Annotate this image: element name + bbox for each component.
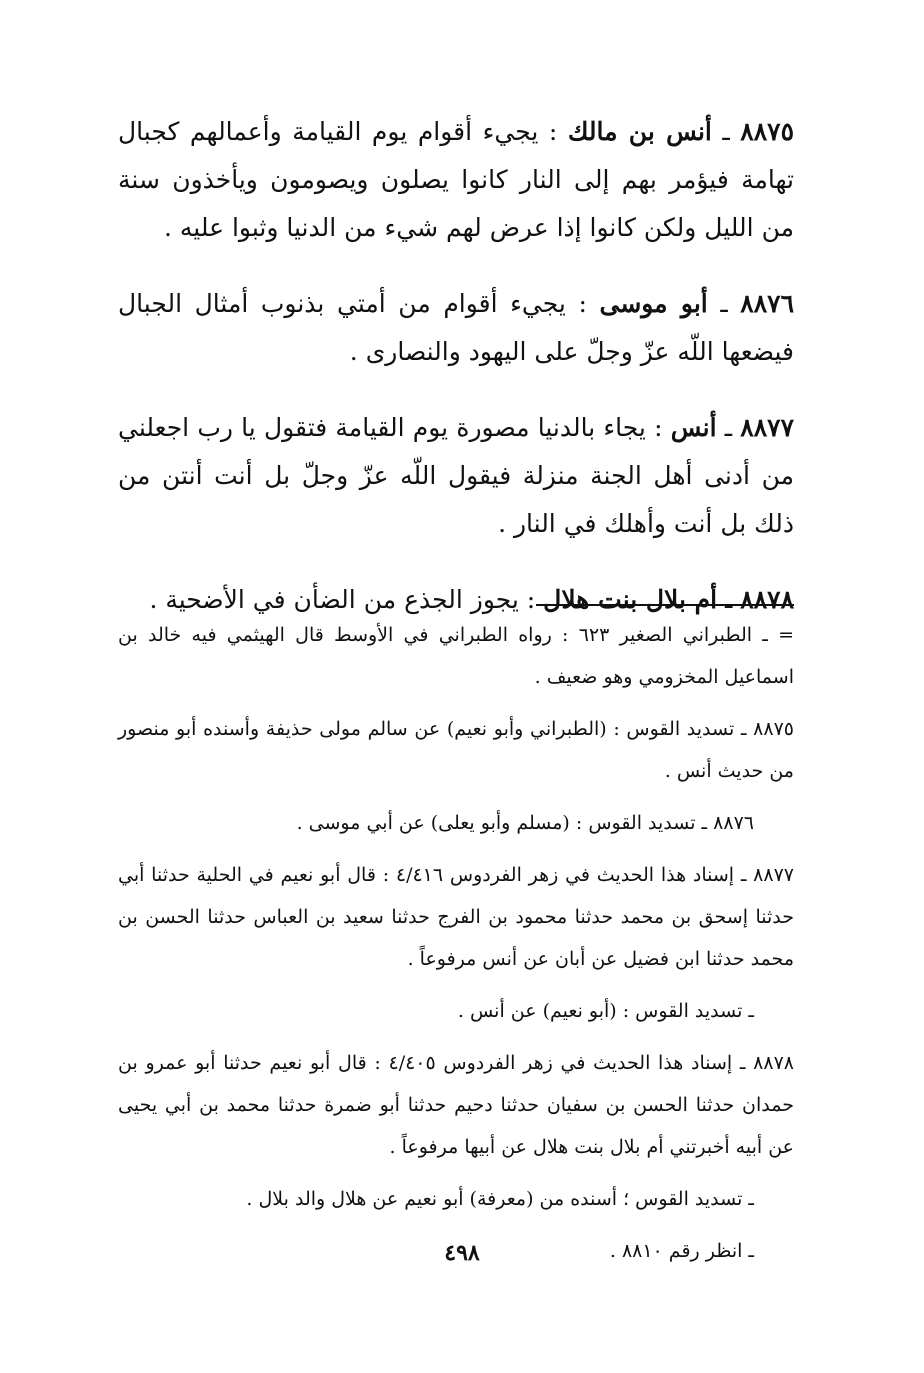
hadith-entry: ٨٨٧٧ ـ أنس : يجاء بالدنيا مصورة يوم القيامة فتقول يا رب اجعلني من أدنى أهل الجنة منزلة فيقول اللّه عزّ وجلّ بل أنت أنتن من ذلك بل أنت وأهلك في النار . [118,413,795,538]
hadith-text: : يجيء أقوام يوم القيامة وأعمالهم كجبال تهامة فيؤمر بهم إلى النار كانوا يصلون ويصومون ويأخذون سنة من الليل ولكن كانوا إذا عرض لهم شيء من الدنيا وثبوا عليه . [118,117,794,242]
hadith-entry: ٨٨٧٥ ـ أنس بن مالك : يجيء أقوام يوم القيامة وأعمالهم كجبال تهامة فيؤمر بهم إلى النار كانوا يصلون ويصومون ويأخذون سنة من الليل ولكن كانوا إذا عرض لهم شيء من الدنيا وثبوا عليه . [118,117,794,242]
page-number: ٤٩٨ [444,1240,480,1266]
footnotes [118,614,794,1282]
main-text [118,108,794,652]
entry-number: ٨٨٧٥ [740,117,794,146]
hadith-text: : يجوز الجذع من الضأن في الأضحية . [149,585,536,614]
narrator-name: أنس بن مالك [567,117,712,146]
hadith-text: : يجيء أقوام من أمتي بذنوب أمثال الجبال فيضعها اللّه عزّ وجلّ على اليهود والنصارى . [118,289,794,366]
footnote: ٨٨٧٦ ـ تسديد القوس : (مسلم وأبو يعلى) عن أبي موسى . [296,812,754,834]
footnote: ٨٨٧٥ ـ تسديد القوس : (الطبراني وأبو نعيم) عن سالم مولى حذيفة وأسنده أبو منصور من حديث أنس . [118,718,794,782]
narrator-name: أنس [670,413,717,442]
footnote: ـ تسديد القوس : (أبو نعيم) عن أنس . [457,1000,754,1022]
entry-number: ٨٨٧٧ [740,413,795,442]
entry-number: ٨٨٧٦ [740,289,795,318]
footnote: ـ تسديد القوس ؛ أسنده من (معرفة) أبو نعيم عن هلال والد بلال . [246,1188,754,1210]
hadith-entry: ٨٨٧٨ ـ أم بلال بنت هلال : يجوز الجذع من الضأن في الأضحية . [149,585,794,614]
hadith-text: : يجاء بالدنيا مصورة يوم القيامة فتقول يا رب اجعلني من أدنى أهل الجنة منزلة فيقول اللّه عزّ وجلّ بل أنت أنتن من ذلك بل أنت وأهلك في النار . [118,413,794,538]
footnote: ٨٨٧٨ ـ إسناد هذا الحديث في زهر الفردوس ٤/٤٠٥ : قال أبو نعيم حدثنا أبو عمرو بن حمدان حدثنا الحسن بن سفيان حدثنا دحيم حدثنا أبو ضمرة حدثنا محمد بن أبي يحيى عن أبيه أخبرتني أم بلال بنت هلال عن أبيها مرفوعاً . [118,1052,794,1158]
footnote: ٨٨٧٧ ـ إسناد هذا الحديث في زهر الفردوس ٤/٤١٦ : قال أبو نعيم في الحلية حدثنا أبي حدثنا إسحق بن محمد حدثنا محمود بن الفرج حدثنا سعيد بن العباس حدثنا الحسن بن محمد حدثنا ابن فضيل عن أبان عن أنس مرفوعاً . [118,864,794,970]
hadith-entry: ٨٨٧٦ ـ أبو موسى : يجيء أقوام من أمتي بذنوب أمثال الجبال فيضعها اللّه عزّ وجلّ على اليهود والنصارى . [118,289,795,366]
entry-number: ٨٨٧٨ [740,585,794,614]
footnote-separator [536,604,794,606]
footnote: ـ انظر رقم ٨٨١٠ . [609,1240,754,1262]
narrator-name: أم بلال بنت هلال [543,585,718,614]
footnote: = ـ الطبراني الصغير ٦٢٣ : رواه الطبراني في الأوسط قال الهيثمي فيه خالد بن اسماعيل المخزومي وهو ضعيف . [118,624,794,688]
narrator-name: أبو موسى [599,289,708,318]
